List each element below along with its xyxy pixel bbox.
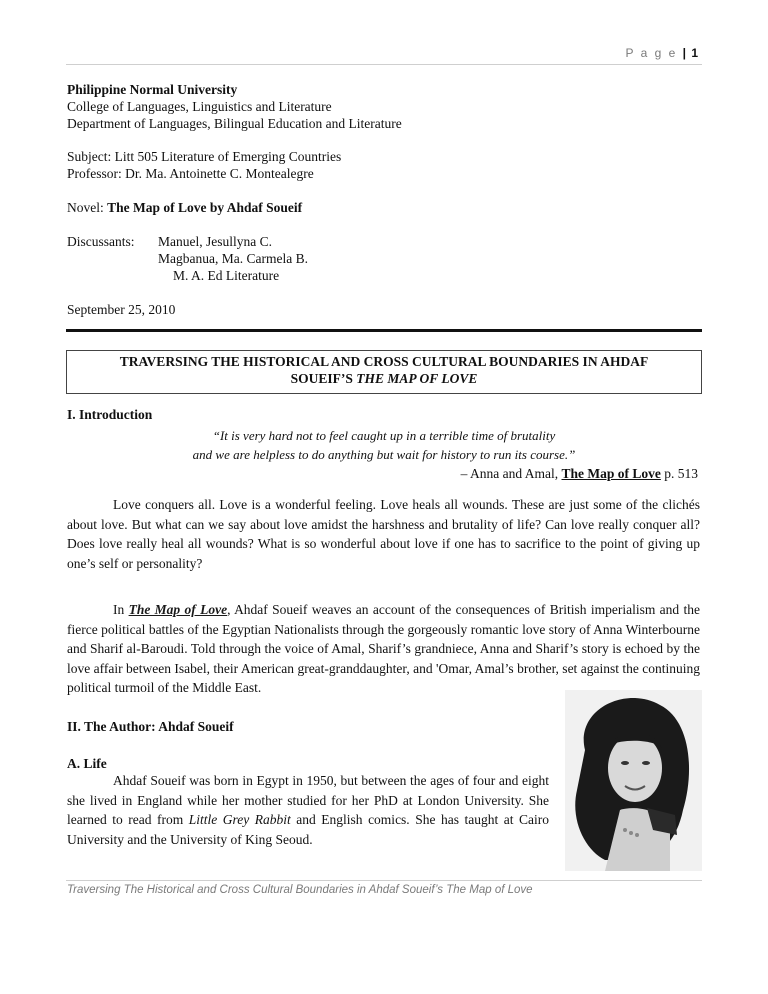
intro-paragraph-2: In The Map of Love, Ahdaf Soueif weaves an account of the consequences of British imperialism and the fierce political battles of the Egyptian Nationalists through the gorgeously romantic love story of Anna Winterbourne and Sharif al-Baroudi. Told through the voice of Amal, Sharif’s grandniece, Anna and Sharif’s story is echoed by the love affair between Isabel, their American great-granddaughter, and 'Omar, Amal’s brother, set against the continuing political turmoil of the Middle East. [67,602,700,695]
discussant-program: M. A. Ed Literature [173,268,280,283]
novel-line [67,200,302,216]
subject-line: Subject: Litt 505 Literature of Emerging Countries [67,149,342,164]
subsection-life: A. Life [67,756,107,771]
book-title-link: The Map of Love [128,602,228,617]
book-title-link: The Map of Love [561,466,661,481]
page-label: P a g e [625,46,678,60]
university-name: Philippine Normal University [67,82,238,97]
title-line-1: TRAVERSING THE HISTORICAL AND CROSS CULTURAL BOUNDARIES IN AHDAF [119,354,649,369]
footer-rule [66,880,702,881]
department-name: Department of Languages, Bilingual Education and Literature [67,116,402,131]
college-name: College of Languages, Linguistics and Literature [67,99,332,114]
novel-title: The Map of Love by Ahdaf Soueif [107,200,303,215]
page-number: 1 [691,46,698,60]
epigraph-line-1: “It is very hard not to feel caught up in a terrible time of brutality [212,428,556,443]
life-paragraph: Ahdaf Soueif was born in Egypt in 1950, but between the ages of four and eight she lived in England while her mother studied for her PhD at London University. She learned to read from Little Grey Rabbit and English comics. She has taught at Cairo University and the University of King Seoud. [67,773,549,847]
section-introduction: I. Introduction [67,407,153,422]
document-title [66,350,702,394]
page-header [625,46,698,60]
discussants-label: Discussants: [67,234,135,249]
title-line-2: SOUEIF’S THE MAP OF LOVE [290,371,478,386]
title-rule [66,329,702,332]
page-footer: Traversing The Historical and Cross Cultural Boundaries in Ahdaf Soueif’s The Map of Love [67,884,533,896]
discussant-name: Magbanua, Ma. Carmela B. [158,251,308,266]
section-author: II. The Author: Ahdaf Soueif [67,719,234,734]
epigraph-line-2: and we are helpless to do anything but wait for history to run its course.” [192,447,576,462]
author-portrait [565,690,702,871]
novel-label: Novel: [67,200,104,215]
discussant-name: Manuel, Jesullyna C. [158,234,272,249]
document-date: September 25, 2010 [67,302,176,317]
page-separator: | [682,46,686,60]
intro-paragraph-1: Love conquers all. Love is a wonderful feeling. Love heals all wounds. These are just some of the clichés about love. But what can we say about love amidst the harshness and brutality of life? Can love really conquer all? Does love really heal all wounds? What is so wonderful about love if one has to sacrifice to the point of giving up one’s self or personality? [67,497,700,571]
header-rule [66,64,702,65]
professor-line: Professor: Dr. Ma. Antoinette C. Montealegre [67,166,314,181]
epigraph-attribution: – Anna and Amal, The Map of Love p. 513 [460,466,698,481]
